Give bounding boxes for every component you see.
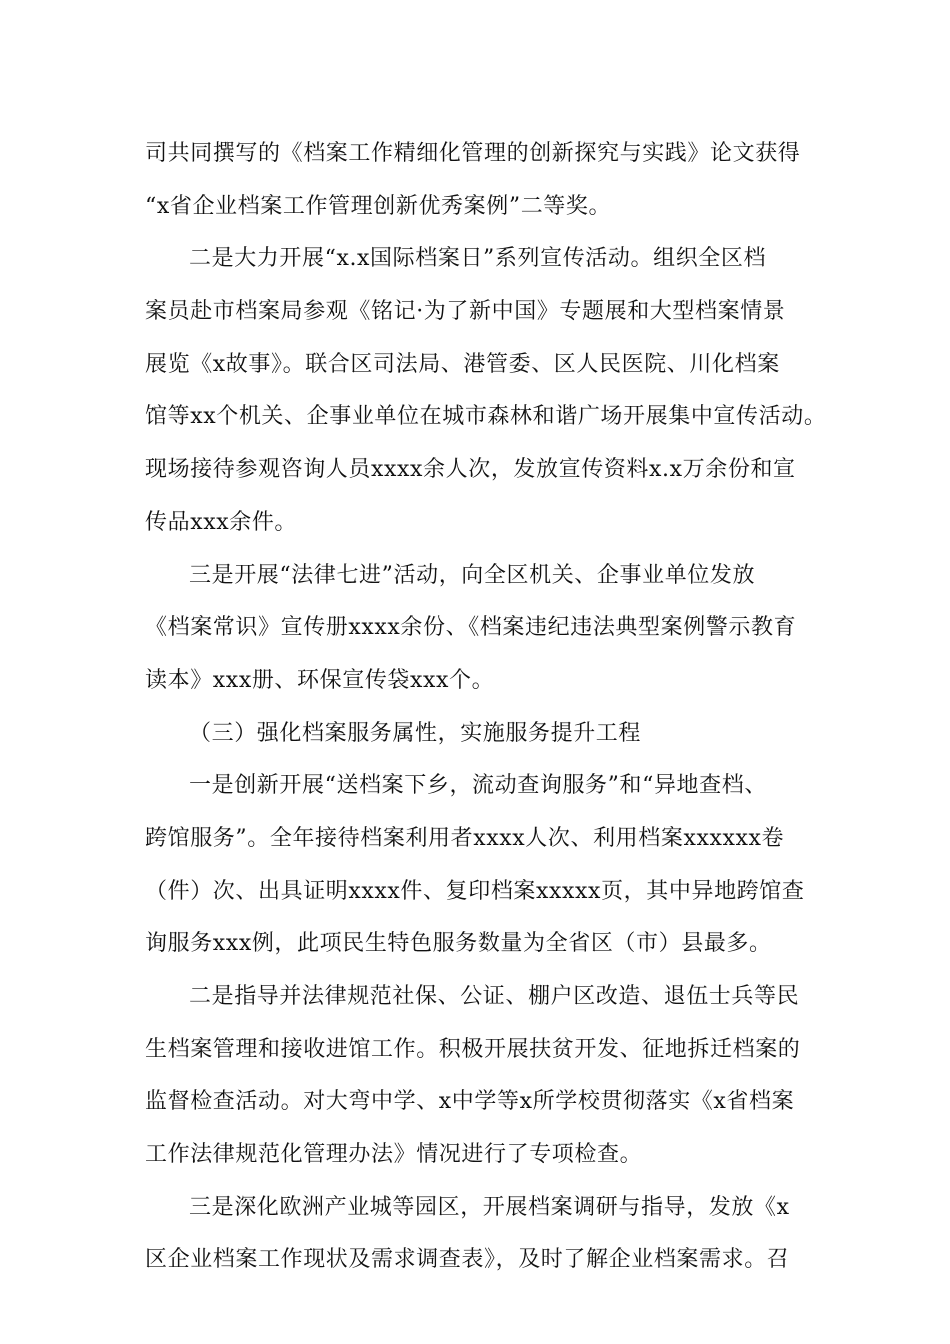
text-line: 询服务xxx例，此项民生特色服务数量为全省区（市）县最多。 [145,931,772,957]
text-line: 案员赴市档案局参观《铭记·为了新中国》专题展和大型档案情景 [145,299,786,325]
text-line: 现场接待参观咨询人员xxxx余人次，发放宣传资料x.x万余份和宣 [145,457,796,483]
text-line: 工作法律规范化管理办法》情况进行了专项检查。 [145,1142,643,1168]
text-line: 生档案管理和接收进馆工作。积极开展扶贫开发、征地拆迁档案的 [145,1036,801,1062]
text-line: 读本》xxx册、环保宣传袋xxx个。 [145,667,495,693]
text-line: 区企业档案工作现状及需求调查表》，及时了解企业档案需求。召 [145,1247,790,1273]
paragraph-start-line: 一是创新开展“送档案下乡，流动查询服务”和“异地查档、 [189,773,767,799]
text-line: 跨馆服务”。全年接待档案利用者xxxx人次、利用档案xxxxxx卷 [145,825,785,851]
text-line: 司共同撰写的《档案工作精细化管理的创新探究与实践》论文获得 [145,141,801,166]
text-line: 展览《x故事》。联合区司法局、港管委、区人民医院、川化档案 [145,351,780,377]
paragraph-start-line: 二是指导并法律规范社保、公证、棚户区改造、退伍士兵等民 [189,984,800,1009]
paragraph-start-line: 二是大力开展“x.x国际档案日”系列宣传活动。组织全区档 [189,246,767,272]
body-text [145,128,827,1287]
text-line: “x省企业档案工作管理创新优秀案例”二等奖。 [145,193,612,219]
text-line: （件）次、出具证明xxxx件、复印档案xxxxx页，其中异地跨馆查 [145,878,805,904]
text-line: 监督检查活动。对大弯中学、x中学等x所学校贯彻落实《x省档案 [145,1089,795,1115]
text-line: 传品xxx余件。 [145,509,298,535]
paragraph-start-line: 三是开展“法律七进”活动，向全区机关、企事业单位发放 [189,562,756,588]
paragraph-start-line: 三是深化欧洲产业城等园区，开展档案调研与指导，发放《x [189,1194,790,1220]
section-heading: （三）强化档案服务属性，实施服务提升工程 [189,720,642,746]
text-line: 馆等xx个机关、企事业单位在城市森林和谐广场开展集中宣传活动。 [145,404,827,430]
text-line: 《档案常识》宣传册xxxx余份、《档案违纪违法典型案例警示教育 [145,615,797,641]
